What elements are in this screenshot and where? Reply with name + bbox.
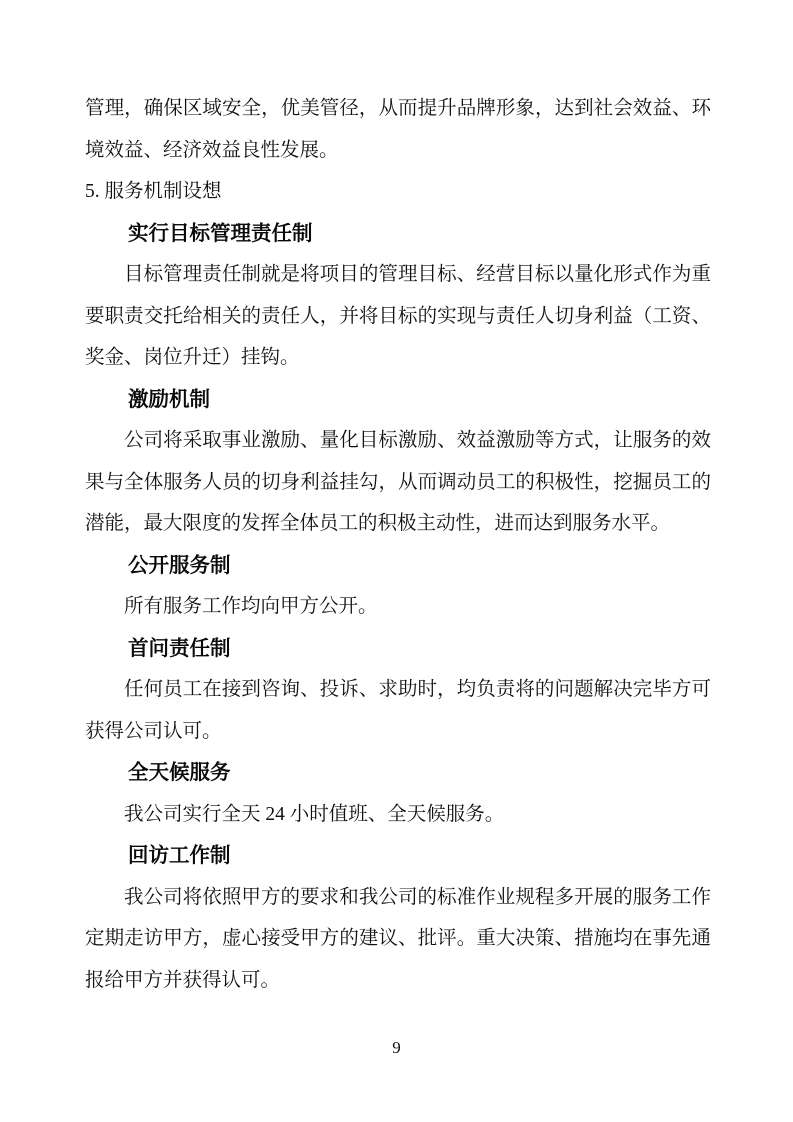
paragraph-return-visit-system: 我公司将依照甲方的要求和我公司的标准作业规程多开展的服务工作定期走访甲方，虚心接受甲方的建议、批评。重大决策、措施均在事先通报给甲方并获得认可。 <box>85 886 711 991</box>
page-number: 9 <box>392 1038 401 1057</box>
paragraph-target-responsibility: 目标管理责任制就是将项目的管理目标、经营目标以量化形式作为重要职责交托给相关的责任人，并将目标的实现与责任人切身利益（工资、奖金、岗位升迁）挂钩。 <box>85 264 711 368</box>
paragraph-continuation: 管理，确保区域安全，优美管径，从而提升品牌形象，达到社会效益、环境效益、经济效益良性发展。 <box>85 98 711 161</box>
section-heading-open-service: 公开服务制 <box>128 553 231 577</box>
section-heading-incentive-mechanism: 激励机制 <box>128 387 211 411</box>
section-heading-first-inquiry-responsibility: 首问责任制 <box>128 636 231 660</box>
section-heading-target-responsibility: 实行目标管理责任制 <box>128 221 313 245</box>
paragraph-first-inquiry-responsibility: 任何员工在接到咨询、投诉、求助时，均负责将的问题解决完毕方可获得公司认可。 <box>85 679 711 742</box>
page-content <box>85 88 711 1001</box>
paragraph-open-service: 所有服务工作均向甲方公开。 <box>124 596 378 617</box>
paragraph-incentive-mechanism: 公司将采取事业激励、量化目标激励、效益激励等方式，让服务的效果与全体服务人员的切身利益挂勾，从而调动员工的积极性，挖掘员工的潜能，最大限度的发挥全体员工的积极主动性，进而达到服务水平。 <box>85 430 711 534</box>
paragraph-all-weather-service: 我公司实行全天 24 小时值班、全天候服务。 <box>124 803 505 825</box>
section-heading-return-visit-system: 回访工作制 <box>128 844 231 867</box>
section-heading-all-weather-service: 全天候服务 <box>128 761 231 784</box>
numbered-section-title: 5. 服务机制设想 <box>85 181 222 202</box>
